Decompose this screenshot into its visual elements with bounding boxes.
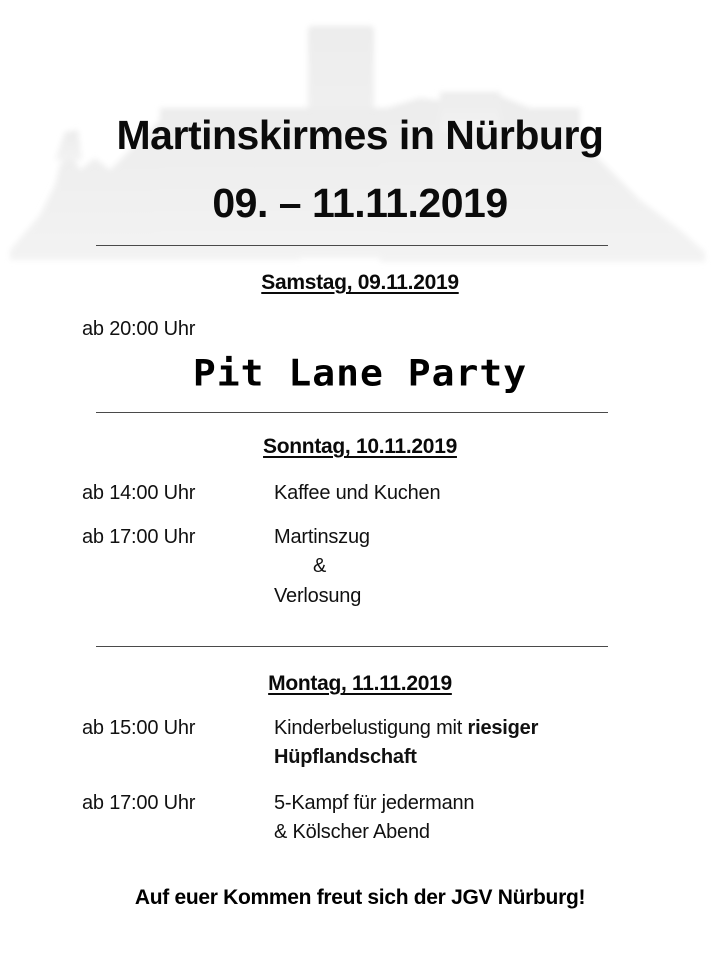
closing-message: Auf euer Kommen freut sich der JGV Nürburg! [134,886,586,909]
day-heading-monday: Montag, 11.11.2019 [268,672,452,695]
event-description [274,746,417,769]
page-title: Martinskirmes in Nürburg [116,112,604,158]
day-heading-sunday: Sonntag, 10.11.2019 [263,435,457,458]
event-time: ab 17:00 Uhr [82,792,196,814]
pit-lane-party-headline: Pit Lane Party [192,352,528,394]
event-description: & [313,555,327,577]
event-description: & Kölscher Abend [274,821,430,843]
event-time: ab 15:00 Uhr [82,717,196,739]
event-time: ab 14:00 Uhr [82,482,196,504]
event-text: Kinderbelustigung mit [274,717,468,739]
event-description [274,717,538,740]
event-text-bold: Hüpflandschaft [274,746,417,768]
event-description: 5-Kampf für jedermann [274,792,475,814]
day-heading-saturday: Samstag, 09.11.2019 [261,271,459,294]
divider [96,646,608,647]
divider [96,245,608,246]
event-description: Verlosung [274,585,362,607]
event-time: ab 17:00 Uhr [82,526,196,548]
event-time: ab 20:00 Uhr [82,318,196,340]
event-date-range: 09. – 11.11.2019 [212,180,508,226]
divider [96,412,608,413]
event-description: Martinszug [274,526,370,548]
event-description: Kaffee und Kuchen [274,482,441,504]
event-text-bold: riesiger [467,717,539,739]
